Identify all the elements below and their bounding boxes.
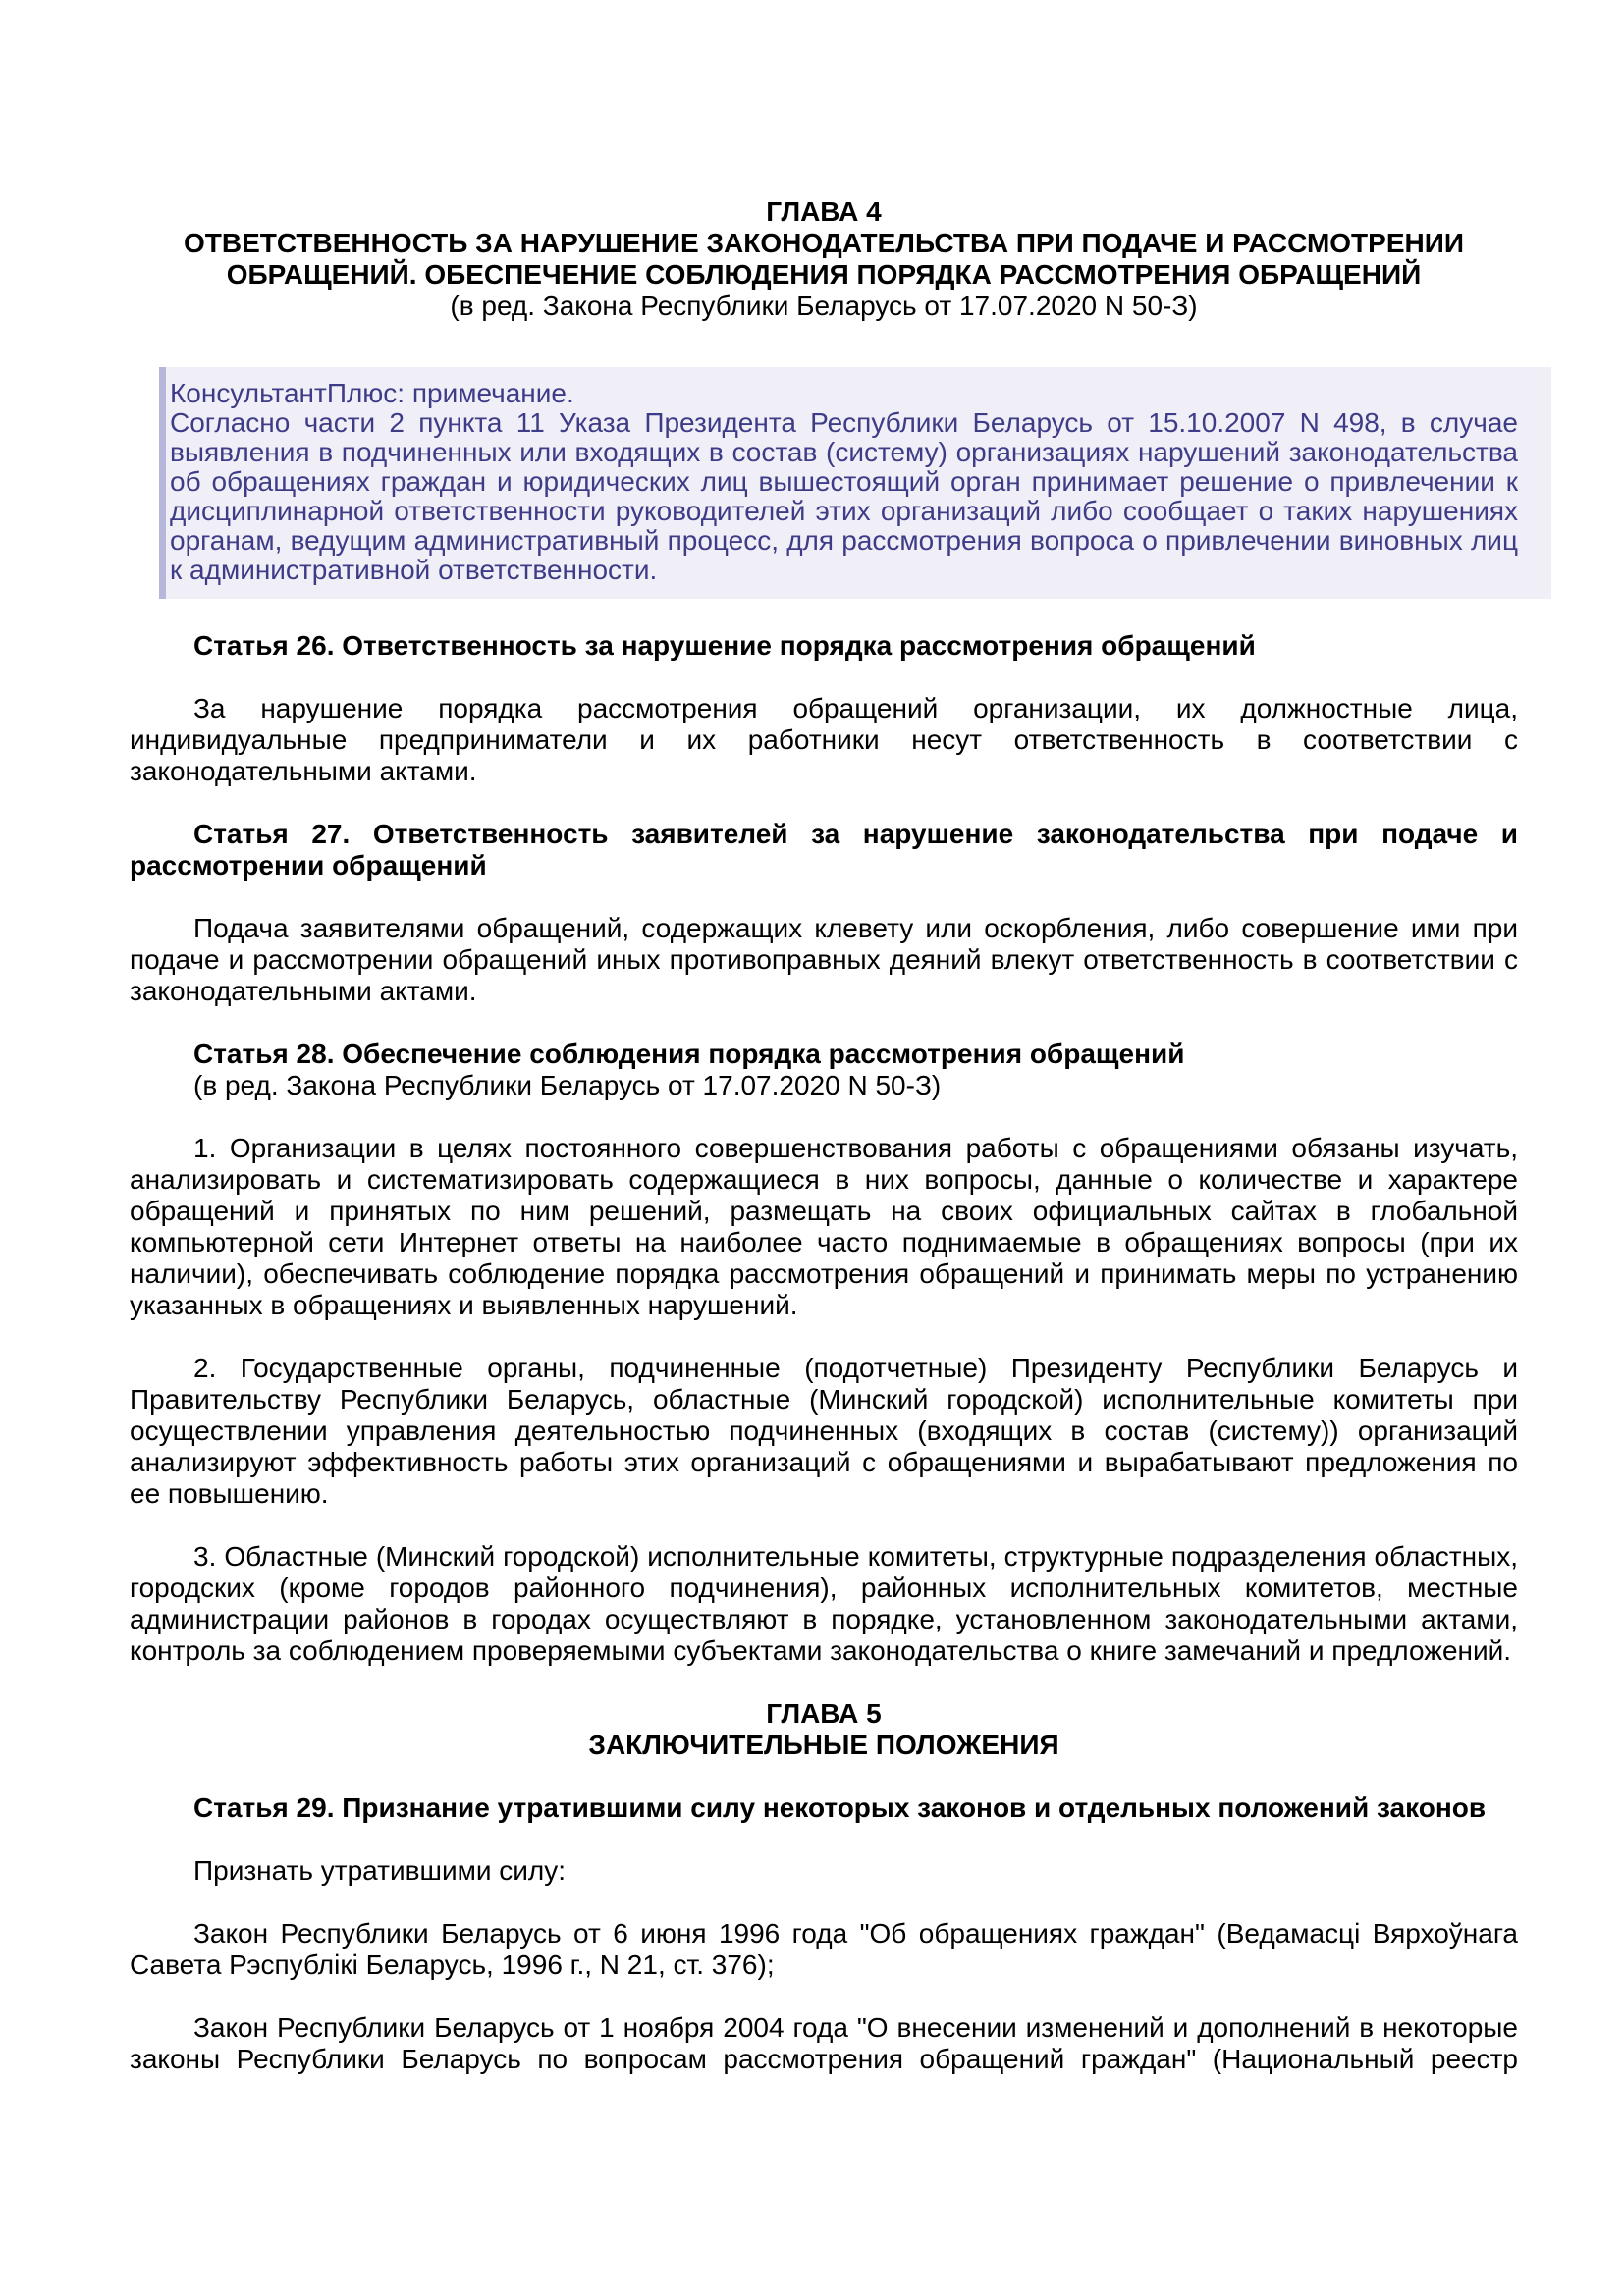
chapter-4-number: ГЛАВА 4 [766,196,882,227]
article-28-paragraph-2: 2. Государственные органы, подчиненные (подотчетные) Президенту Республики Беларусь и Правительству Республики Беларусь, областные (Минский городской) исполнительные комитеты при осуществлении управления деятельностью подчиненных (входящих в состав (систему)) организаций анализируют эффективность работы этих организаций с обращениями и вырабатывают предложения по ее повышению. [130,1353,1518,1509]
article-28-paragraph-1: 1. Организации в целях постоянного совершенствования работы с обращениями обязаны изучать, анализировать и систематизировать содержащиеся в них вопросы, данные о количестве и характере обращений и принятых по ним решений, размещать на своих официальных сайтах в глобальной компьютерной сети Интернет ответы на наиболее часто поднимаемые в обращениях вопросы (при их наличии), обеспечивать соблюдение порядка рассмотрения обращений и принимать меры по устранению указанных в обращениях и выявленных нарушений. [130,1133,1518,1320]
chapter-5-title: ЗАКЛЮЧИТЕЛЬНЫЕ ПОЛОЖЕНИЯ [588,1730,1059,1760]
article-28-edition-note: (в ред. Закона Республики Беларусь от 17.07.2020 N 50-З) [193,1070,942,1100]
article-27-paragraph-1: Подача заявителями обращений, содержащих клевету или оскорбления, либо совершение ими при подаче и рассмотрении обращений иных противоправных деяний влекут ответственность в соответствии с законодательными актами. [130,913,1518,1006]
consultant-note-label: КонсультантПлюс: примечание. [170,378,574,408]
article-29-paragraph-3: Закон Республики Беларусь от 1 ноября 2004 года "О внесении изменений и дополнений в некоторые законы Республики Беларусь по вопросам рассмотрения обращений граждан" (Национальный реестр [130,2012,1518,2074]
chapter-4-title: ОТВЕТСТВЕННОСТЬ ЗА НАРУШЕНИЕ ЗАКОНОДАТЕЛЬСТВА ПРИ ПОДАЧЕ И РАССМОТРЕНИИ ОБРАЩЕНИЙ. ОБЕСПЕЧЕНИЕ СОБЛЮДЕНИЯ ПОРЯДКА РАССМОТРЕНИЯ ОБРАЩЕНИЙ [184,228,1464,290]
consultant-note-text: Согласно части 2 пункта 11 Указа Президента Республики Беларусь от 15.10.2007 N 498, в случае выявления в подчиненных или входящих в состав (систему) организациях нарушений законодательства об обращениях граждан и юридических лиц вышестоящий орган принимает решение о привлечении к дисциплинарной ответственности руководителей этих организаций либо сообщает о таких нарушениях органам, ведущим административный процесс, для рассмотрения вопроса о привлечении виновных лиц к административной ответственности. [170,407,1518,585]
article-26-heading: Статья 26. Ответственность за нарушение порядка рассмотрения обращений [193,630,1256,661]
chapter-5-heading [130,1698,1518,1761]
chapter-4-edition-note: (в ред. Закона Республики Беларусь от 17.07.2020 N 50-З) [450,291,1198,321]
article-28-paragraph-3: 3. Областные (Минский городской) исполнительные комитеты, структурные подразделения областных, городских (кроме городов районного подчинения), районных исполнительных комитетов, местные администрации районов в городах осуществляют в порядке, установленном законодательными актами, контроль за соблюдением проверяемыми субъектами законодательства о книге замечаний и предложений. [130,1541,1518,1666]
article-27-heading: Статья 27. Ответственность заявителей за нарушение законодательства при подаче и рассмотрении обращений [130,819,1518,881]
article-29-heading: Статья 29. Признание утратившими силу некоторых законов и отдельных положений законов [193,1792,1487,1823]
chapter-4-heading [130,196,1518,322]
article-29-paragraph-1: Признать утратившими силу: [193,1855,567,1886]
article-28-heading: Статья 28. Обеспечение соблюдения порядка рассмотрения обращений [193,1039,1185,1069]
article-29-paragraph-2: Закон Республики Беларусь от 6 июня 1996 года "Об обращениях граждан" (Ведамасці Вярхоўнага Савета Рэспублікі Беларусь, 1996 г., N 21, ст. 376); [130,1918,1518,1980]
consultant-note-box [159,367,1551,599]
article-26-paragraph-1: За нарушение порядка рассмотрения обращений организации, их должностные лица, индивидуальные предприниматели и их работники несут ответственность в соответствии с законодательными актами. [130,693,1518,786]
chapter-5-number: ГЛАВА 5 [766,1698,882,1729]
